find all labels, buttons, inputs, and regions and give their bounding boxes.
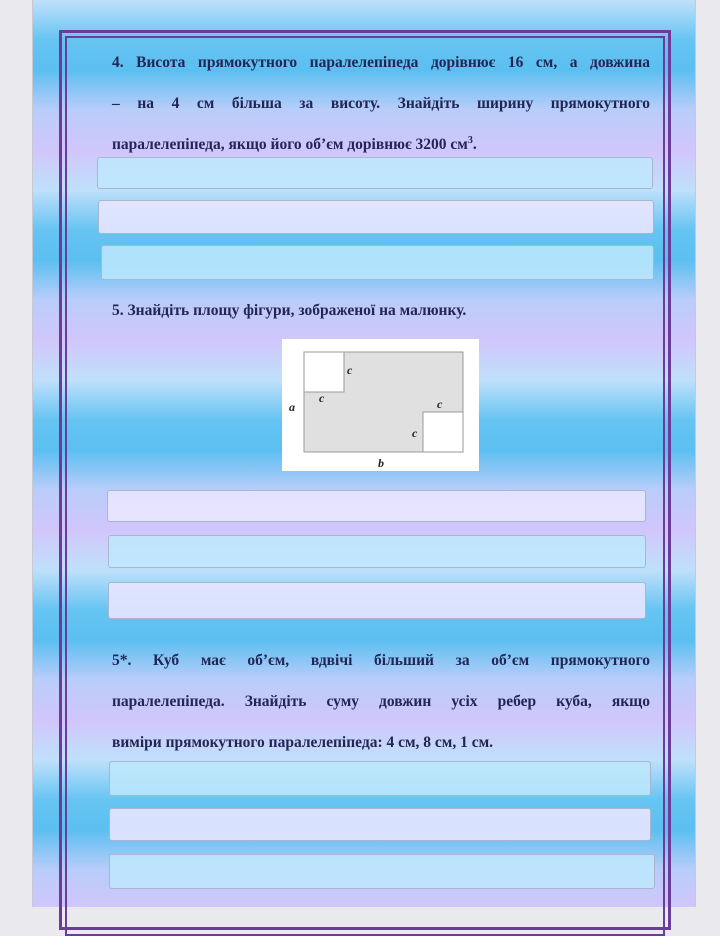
answer-5-option-3[interactable] <box>108 582 646 619</box>
question-5-star-line-1: 5*. Куб має об’єм, вдвічі більший за об’єм прямокутного <box>112 652 650 669</box>
question-5-star <box>112 640 650 763</box>
question-5-figure <box>282 339 479 471</box>
figure-drawing <box>282 339 479 471</box>
answer-4-option-3[interactable] <box>101 245 654 280</box>
answer-5-star-option-2[interactable] <box>109 808 651 841</box>
figure-label-c-2: c <box>319 391 325 405</box>
figure-cutout-top-left <box>304 352 344 392</box>
question-4-line-2: – на 4 см більша за висоту. Знайдіть ширину прямокутного <box>112 95 650 112</box>
figure-label-a: a <box>289 400 295 414</box>
question-4-superscript: 3 <box>467 134 473 146</box>
question-5-star-line-3: виміри прямокутного паралелепіпеда: 4 см, 8 см, 1 см. <box>112 734 494 751</box>
question-4 <box>112 42 650 165</box>
answer-5-star-option-3[interactable] <box>109 854 655 889</box>
answer-5-option-2[interactable] <box>108 535 646 568</box>
question-5-star-line-2: паралелепіпеда. Знайдіть суму довжин усіх ребер куба, якщо <box>112 693 650 710</box>
answer-4-option-1[interactable] <box>97 157 653 189</box>
figure-label-c-1: c <box>347 363 353 377</box>
figure-label-b: b <box>378 456 384 470</box>
answer-4-option-2[interactable] <box>98 200 654 234</box>
answer-5-option-1[interactable] <box>107 490 646 522</box>
answer-5-star-option-1[interactable] <box>109 761 651 796</box>
question-5 <box>112 290 650 331</box>
question-4-line-3-end: . <box>472 136 477 153</box>
question-5-text: 5. Знайдіть площу фігури, зображеної на малюнку. <box>112 302 467 319</box>
figure-label-c-3: c <box>437 397 443 411</box>
question-4-line-1: 4. Висота прямокутного паралелепіпеда дорівнює 16 см, а довжина <box>112 54 650 71</box>
question-4-line-3-text: паралелепіпеда, якщо його об’єм дорівнює 3200 см <box>112 136 468 153</box>
figure-cutout-bottom-right <box>423 412 463 452</box>
figure-label-c-4: c <box>412 426 418 440</box>
